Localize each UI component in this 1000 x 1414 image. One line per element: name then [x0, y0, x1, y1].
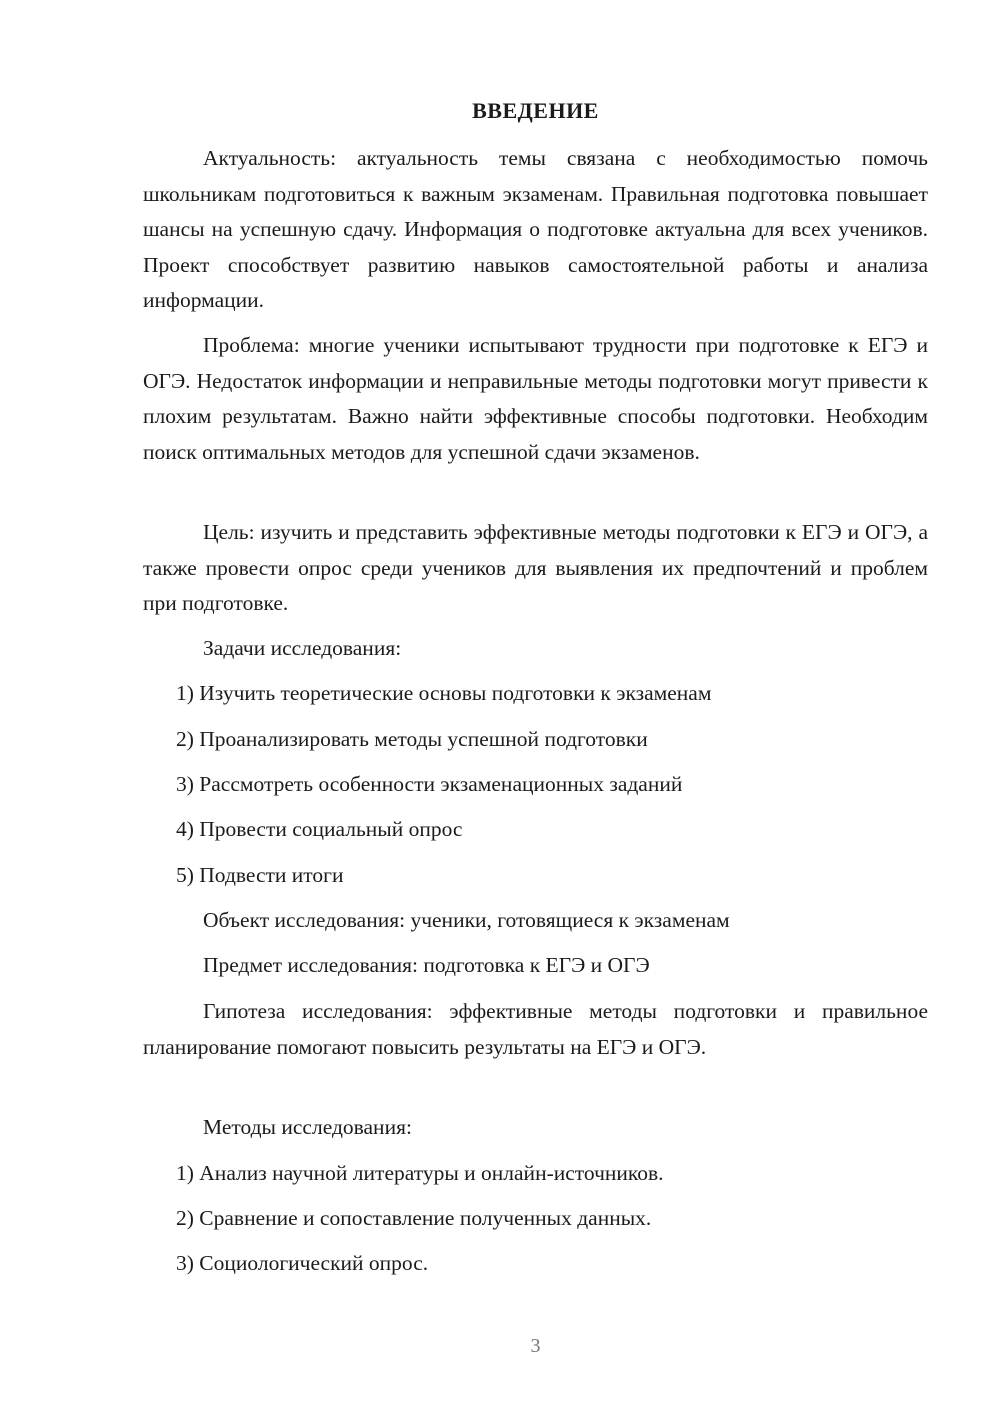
- relevance-paragraph: Актуальность: актуальность темы связана с необходимостью помочь школьникам подготовиться к важным экзаменам. Правильная подготовка повышает шансы на успешную сдачу. Информация о подготовке актуальна для всех учеников. Проект способствует развитию навыков самостоятельной работы и анализа информации.: [143, 146, 928, 312]
- methods-title: Методы исследования:: [203, 1115, 412, 1139]
- page-title: ВВЕДЕНИЕ: [472, 98, 599, 123]
- method-item: 3) Социологический опрос.: [176, 1251, 429, 1275]
- task-item: 3) Рассмотреть особенности экзаменационных заданий: [176, 772, 683, 796]
- goal-paragraph: Цель: изучить и представить эффективные методы подготовки к ЕГЭ и ОГЭ, а также провести опрос среди учеников для выявления их предпочтений и проблем при подготовке.: [143, 520, 928, 615]
- page-number: 3: [530, 1335, 541, 1357]
- method-item: 2) Сравнение и сопоставление полученных данных.: [176, 1206, 652, 1230]
- problem-paragraph: Проблема: многие ученики испытывают трудности при подготовке к ЕГЭ и ОГЭ. Недостаток информации и неправильные методы подготовки могут привести к плохим результатам. Важно найти эффективные способы подготовки. Необходим поиск оптимальных методов для успешной сдачи экзаменов.: [143, 333, 928, 464]
- method-item: 1) Анализ научной литературы и онлайн-источников.: [176, 1161, 664, 1185]
- hypothesis-paragraph: Гипотеза исследования: эффективные методы подготовки и правильное планирование помогают повысить результаты на ЕГЭ и ОГЭ.: [143, 999, 928, 1059]
- tasks-title: Задачи исследования:: [203, 636, 402, 660]
- task-item: 5) Подвести итоги: [176, 863, 344, 887]
- task-item: 2) Проанализировать методы успешной подготовки: [176, 727, 648, 751]
- research-subject: Предмет исследования: подготовка к ЕГЭ и ОГЭ: [203, 953, 650, 977]
- task-item: 1) Изучить теоретические основы подготовки к экзаменам: [176, 681, 712, 705]
- task-item: 4) Провести социальный опрос: [176, 817, 463, 841]
- document-page: [143, 0, 928, 1414]
- research-object: Объект исследования: ученики, готовящиеся к экзаменам: [203, 908, 730, 932]
